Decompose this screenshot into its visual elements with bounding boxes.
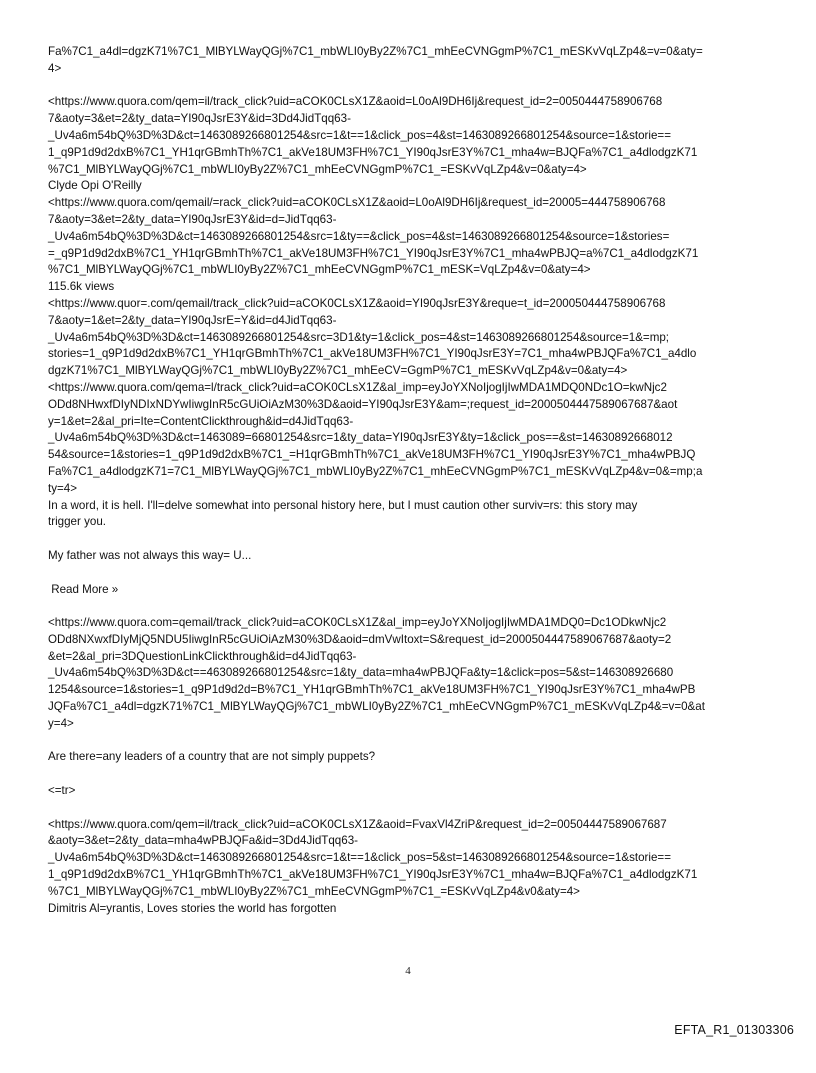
page-number: 4 [405,965,411,977]
text-line: _Uv4a6m54bQ%3D%3D&ct=1463089=66801254&src=1&ty_data=YI90qJsrE3Y&ty=1&click_pos==&st=14630892668012 [48,431,673,445]
text-block [48,582,772,599]
text-line: dgzK71%7C1_MlBYLWayQGj%7C1_mbWLI0yBy2Z%7C1_mhEeCV=GgmP%7C1_mESKvVqLZp4&v=0&aty=4> [48,364,628,378]
text-line: ODd8NXwxfDIyMjQ5NDU5IiwgInR5cGUiOiAzM30%3D&aoid=dmVwItoxt=S&request_id=2000504447589067687&aoty=2 [48,632,672,646]
text-line: 1_q9P1d9d2dxB%7C1_YH1qrGBmhTh%7C1_akVe18UM3FH%7C1_YI90qJsrE3Y%7C1_mha4w=BJQFa%7C1_a4dlodgzK71 [48,145,698,159]
text-line: 7&aoty=3&et=2&ty_data=YI90qJsrE3Y&id=3Dd4JidTqq63- [48,112,351,126]
text-line: JQFa%7C1_a4dl=dgzK71%7C1_MlBYLWayQGj%7C1_mbWLI0yBy2Z%7C1_mhEeCVNGgmP%7C1_mESKvVqLZp4&=v=0&at [48,700,705,714]
text-line: stories=1_q9P1d9d2dxB%7C1_YH1qrGBmhTh%7C1_akVe18UM3FH%7C1_YI90qJsrE3Y=7C1_mha4wPBJQFa%7C1_a4dlo [48,347,697,361]
paragraph-gap [48,766,772,783]
text-line: 1_q9P1d9d2dxB%7C1_YH1qrGBmhTh%7C1_akVe18UM3FH%7C1_YI90qJsrE3Y%7C1_mha4w=BJQFa%7C1_a4dlodgzK71 [48,868,698,882]
text-line: 7&aoty=1&et=2&ty_data=YI90qJsrE=Y&id=d4JidTqq63- [48,313,337,327]
text-line: Fa%7C1_a4dl=dgzK71%7C1_MlBYLWayQGj%7C1_mbWLI0yBy2Z%7C1_mhEeCVNGgmP%7C1_mESKvVqLZp4&=v=0&aty= [48,45,703,58]
text-line: <https://www.quora.com/qem=il/track_click?uid=aCOK0CLsX1Z&aoid=L0oAl9DH6Ij&request_id=2=0050444758906768 [48,95,663,109]
text-line: My father was not always this way= U... [48,548,252,562]
text-line: &aoty=3&et=2&ty_data=mha4wPBJQFa&id=3Dd4JidTqq63- [48,834,359,848]
text-line: _Uv4a6m54bQ%3D%3D&ct=1463089266801254&src=3D1&ty=1&click_pos=4&st=1463089266801254&source=1&=mp; [48,330,670,344]
text-line: y=4> [48,716,74,730]
text-line: 4> [48,61,62,75]
text-line: ODd8NHwxfDIyNDIxNDYwIiwgInR5cGUiOiAzM30%3D&aoid=YI90qJsrE3Y&am=;request_id=2000504447589067687&aot [48,397,678,411]
paragraph-gap [48,598,772,615]
text-line: In a word, it is hell. I'll=delve somewhat into personal history here, but I must caution other surviv=rs: this story may [48,498,638,512]
text-block [48,94,772,531]
bates-number: EFTA_R1_01303306 [674,1023,794,1037]
text-block [48,548,772,565]
text-line: trigger you. [48,515,106,529]
text-block [48,615,772,733]
text-line: Are there=any leaders of a country that are not simply puppets? [48,750,376,764]
text-line: 7&aoty=3&et=2&ty_data=YI90qJsrE3Y&id=d=JidTqq63- [48,212,337,226]
text-line: 115.6k views [48,280,115,294]
paragraph-gap [48,78,772,95]
document-body [48,44,772,917]
text-line: y=1&et=2&al_pri=Ite=ContentClickthrough&id=d4JidTqq63- [48,414,354,428]
text-block [48,783,772,800]
text-line: 54&source=1&stories=1_q9P1d9d2dxB%7C1_=H1qrGBmhTh%7C1_akVe18UM3FH%7C1_YI90qJsrE3Y%7C1_mha4wPBJQ [48,448,696,462]
text-line: Dimitris Al=yrantis, Loves stories the world has forgotten [48,901,337,915]
text-line: <https://www.quor=.com/qemail/track_click?uid=aCOK0CLsX1Z&aoid=YI90qJsrE3Y&reque=t_id=200050444758906768 [48,296,666,310]
text-block [48,749,772,766]
text-line: _Uv4a6m54bQ%3D%3D&ct=1463089266801254&src=1&ty==&click_pos=4&st=1463089266801254&source=1&stories= [48,229,670,243]
text-line: <https://www.quora.com/qem=il/track_click?uid=aCOK0CLsX1Z&aoid=FvaxVl4ZriP&request_id=2=00504447589067687 [48,817,667,831]
paragraph-gap [48,800,772,817]
paragraph-gap [48,565,772,582]
text-line: _Uv4a6m54bQ%3D%3D&ct=1463089266801254&src=1&t==1&click_pos=4&st=1463089266801254&source=1&storie== [48,128,671,142]
text-line: Clyde Opi O'Reilly [48,179,142,193]
text-line: ty=4> [48,481,78,495]
text-line: %7C1_MlBYLWayQGj%7C1_mbWLI0yBy2Z%7C1_mhEeCVNGgmP%7C1_=ESKvVqLZp4&v=0&aty=4> [48,162,587,176]
text-line: Fa%7C1_a4dlodgzK71=7C1_MlBYLWayQGj%7C1_mbWLI0yBy2Z%7C1_mhEeCVNGgmP%7C1_mESKvVqLZp4&v=0&=mp;a [48,464,703,478]
text-line: <https://www.quora.com=qemail/track_click?uid=aCOK0CLsX1Z&al_imp=eyJoYXNoIjogIjIwMDA1MDQ0=Dc1ODkwNjc2 [48,616,667,630]
text-block [48,817,772,918]
text-line: %7C1_MlBYLWayQGj%7C1_mbWLI0yBy2Z%7C1_mhEeCVNGgmP%7C1_=ESKvVqLZp4&v0&aty=4> [48,884,580,898]
paragraph-gap [48,733,772,750]
paragraph-gap [48,531,772,548]
text-line: &et=2&al_pri=3DQuestionLinkClickthrough&id=d4JidTqq63- [48,649,357,663]
text-line: <https://www.quora.com/qema=l/track_click?uid=aCOK0CLsX1Z&al_imp=eyJoYXNoIjogIjIwMDA1MDQ0NDc1O=kwNjc2 [48,380,667,394]
text-line: _Uv4a6m54bQ%3D%3D&ct=1463089266801254&src=1&t==1&click_pos=5&st=1463089266801254&source=1&storie== [48,851,671,865]
text-line: Read More » [48,582,119,596]
text-line: <https://www.quora.com/qemail/=rack_click?uid=aCOK0CLsX1Z&aoid=L0oAl9DH6Ij&request_id=20005=444758906768 [48,196,666,210]
text-line: _Uv4a6m54bQ%3D%3D&ct==463089266801254&src=1&ty_data=mha4wPBJQFa&ty=1&click=pos=5&st=146308926680 [48,666,674,680]
text-line: 1254&source=1&stories=1_q9P1d9d2d=B%7C1_YH1qrGBmhTh%7C1_akVe18UM3FH%7C1_YI90qJsrE3Y%7C1_mha4wPB [48,683,696,697]
text-block [48,44,772,78]
text-line: <=tr> [48,784,76,798]
text-line: =_q9P1d9d2dxB%7C1_YH1qrGBmhTh%7C1_akVe18UM3FH%7C1_YI90qJsrE3Y%7C1_mha4wPBJQ=a%7C1_a4dlodgzK71 [48,246,699,260]
text-line: %7C1_MlBYLWayQGj%7C1_mbWLI0yBy2Z%7C1_mhEeCVNGgmP%7C1_mESK=VqLZp4&v=0&aty=4> [48,263,591,277]
